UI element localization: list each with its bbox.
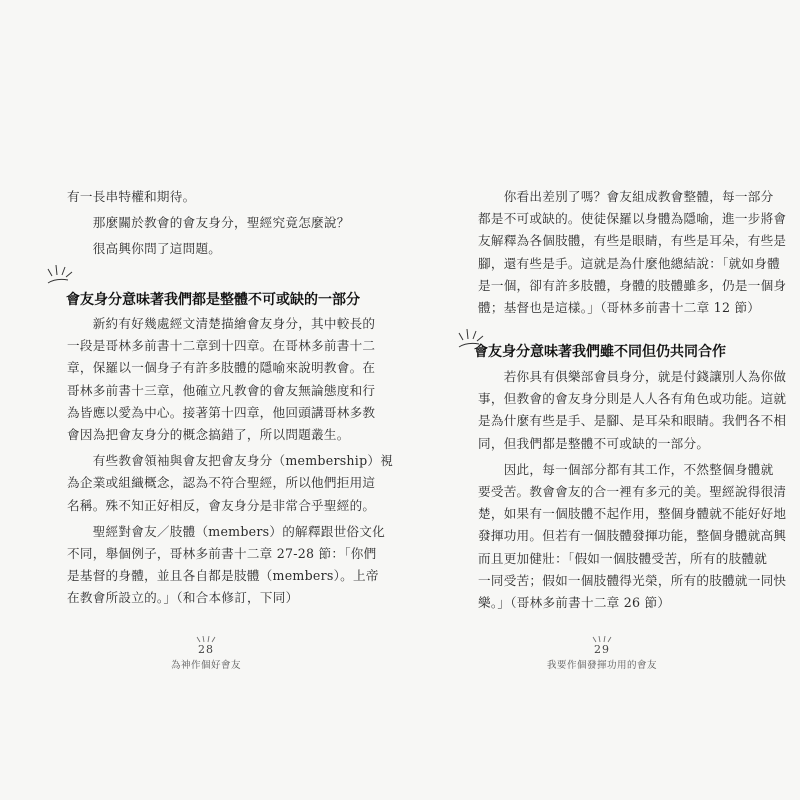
paragraph <box>67 238 365 260</box>
text-line: 聖經對會友／肢體（members）的解釋跟世俗文化 <box>67 523 385 539</box>
text-line: 體；基督也是這樣。」（哥林多前書十二章 12 節） <box>478 300 761 316</box>
text-line: 一同受苦；假如一個肢體得光榮，所有的肢體就一同快 <box>478 572 787 588</box>
page-number: 28 <box>198 643 214 656</box>
text-line: 有些教會領袖與會友把會友身分（membership）視 <box>67 453 394 469</box>
rays-icon <box>196 636 216 643</box>
text-line: 有一長串特權和期待。 <box>67 189 196 204</box>
text-line: 友解釋為各個肢體，有些是眼睛，有些是耳朵，有些是 <box>478 233 787 249</box>
text-line: 很高興你問了這問題。 <box>67 241 222 257</box>
text-line: 為皆應以愛為中心。接著第十四章，他回頭講哥林多教 <box>67 404 376 420</box>
text-line: 是一個，卻有許多肢體，身體的肢體雖多，仍是一個身 <box>478 277 787 293</box>
paragraph <box>478 186 787 319</box>
text-line: 那麼關於教會的會友身分，聖經究竟怎麼說？ <box>67 215 350 231</box>
paragraph <box>67 212 365 234</box>
paragraph <box>478 459 787 614</box>
page-number: 29 <box>594 643 610 656</box>
text-line: 樂。」（哥林多前書十二章 26 節） <box>478 595 671 611</box>
left-section-heading: 會友身分意味著我們都是整體不可或缺的一部分 <box>66 292 360 308</box>
text-line: 新約有好幾處經文清楚描繪會友身分，其中較長的 <box>67 316 376 331</box>
text-line: 為企業或組織概念，認為不符合聖經，所以他們拒用這 <box>67 475 376 491</box>
text-line: 要受苦。教會會友的合一裡有多元的美。聖經說得很清 <box>478 484 787 500</box>
text-line: 事，但教會的會友身分則是人人各有角色或功能。這就 <box>478 391 787 407</box>
text-line: 楚，如果有一個肢體不起作用，整個身體就不能好好地 <box>478 506 787 522</box>
text-line: 是基督的身體，並且各自都是肢體（members）。上帝 <box>67 568 379 584</box>
text-line: 不同，舉個例子，哥林多前書十二章 27-28 節：「你們 <box>67 546 377 562</box>
right-opening-text <box>478 186 787 319</box>
text-line: 同，但我們都是整體不可或缺的一部分。 <box>478 435 710 451</box>
text-line: 若你具有俱樂部會員身分，就是付錢讓別人為你做 <box>478 369 787 384</box>
text-line: 一段是哥林多前書十二章到十四章。在哥林多前書十二 <box>67 338 376 354</box>
paragraph <box>67 313 376 446</box>
text-line: 是為什麼有些是手、是腳、是耳朵和眼睛。我們各不相 <box>478 413 787 429</box>
left-opening-text <box>67 186 365 261</box>
paragraph <box>478 366 787 455</box>
paragraph <box>67 186 365 208</box>
text-line: 章，保羅以一個身子有許多肢體的隱喻來說明教會。在 <box>67 360 376 376</box>
left-footer <box>126 636 286 671</box>
text-line: 都是不可或缺的。使徒保羅以身體為隱喻，進一步將會 <box>478 211 787 227</box>
rays-icon <box>592 636 612 643</box>
text-line: 名稱。殊不知正好相反，會友身分是非常合乎聖經的。 <box>67 497 376 513</box>
right-footer <box>522 636 682 671</box>
right-body-text <box>478 366 787 614</box>
paragraph <box>67 450 394 517</box>
text-line: 發揮功用。但若有一個肢體發揮功能，整個身體就高興 <box>478 528 787 544</box>
text-line: 在教會所設立的。」（和合本修訂，下同） <box>67 590 299 606</box>
left-body-text <box>67 313 394 610</box>
right-section-heading: 會友身分意味著我們雖不同但仍共同合作 <box>474 344 726 360</box>
text-line: 你看出差別了嗎？會友組成教會整體，每一部分 <box>478 189 774 204</box>
running-footer-title: 為神作個好會友 <box>170 660 241 671</box>
text-line: 哥林多前書十三章，他確立凡教會的會友無論態度和行 <box>67 382 376 398</box>
sparkle-icon <box>44 262 74 284</box>
paragraph <box>67 521 385 610</box>
text-line: 會因為把會友身分的概念搞錯了，所以問題叢生。 <box>67 427 350 443</box>
running-footer-title: 我要作個發揮功用的會友 <box>546 660 657 671</box>
text-line: 因此，每一個部分都有其工作，不然整個身體就 <box>478 461 774 477</box>
text-line: 而且更加健壯：「假如一個肢體受苦，所有的肢體就 <box>478 550 768 566</box>
text-line: 腳，還有些是手。這就是為什麼他總結說：「就如身體 <box>478 255 780 271</box>
